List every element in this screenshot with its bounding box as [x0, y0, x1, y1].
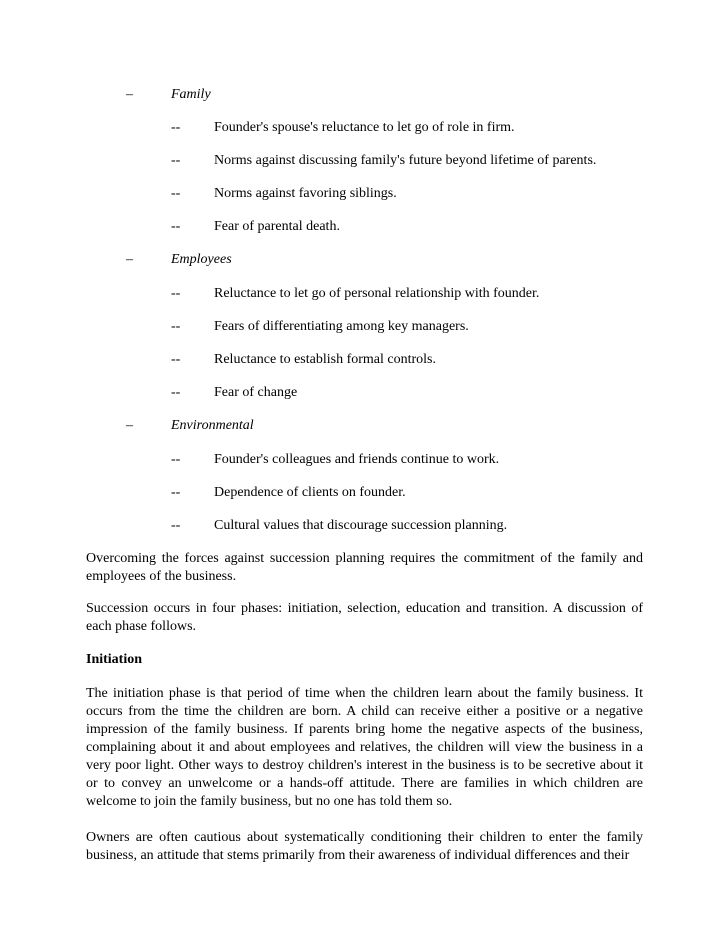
item-text: Norms against favoring siblings. [214, 186, 397, 201]
item-marker: -- [171, 352, 181, 367]
section-heading: Initiation [86, 652, 143, 667]
category-label: Employees [171, 252, 232, 267]
item-marker: -- [171, 485, 181, 500]
item-text: Fear of parental death. [214, 219, 340, 234]
item-text: Founder's colleagues and friends continue to work. [214, 452, 500, 467]
item-marker: -- [171, 219, 181, 234]
item-marker: -- [171, 286, 181, 301]
item-marker: -- [171, 120, 181, 135]
item-text: Founder's spouse's reluctance to let go of role in firm. [214, 120, 515, 135]
category-dash: – [126, 87, 133, 102]
item-marker: -- [171, 518, 181, 533]
category-label: Family [171, 87, 211, 102]
item-marker: -- [171, 186, 181, 201]
category-label: Environmental [171, 418, 254, 433]
item-text: Fears of differentiating among key managers. [214, 319, 469, 334]
body-paragraph: Owners are often cautious about systematically conditioning their children to enter the family business, an attitude that stems primarily from their awareness of individual differences and their [86, 830, 643, 863]
category-dash: – [126, 418, 133, 433]
category-dash: – [126, 252, 133, 267]
item-marker: -- [171, 385, 181, 400]
item-text: Dependence of clients on founder. [214, 485, 406, 500]
item-text: Reluctance to let go of personal relationship with founder. [214, 286, 540, 301]
item-marker: -- [171, 452, 181, 467]
item-text: Norms against discussing family's future beyond lifetime of parents. [214, 153, 597, 168]
item-text: Fear of change [214, 385, 298, 400]
item-text: Reluctance to establish formal controls. [214, 352, 436, 367]
body-paragraph: Overcoming the forces against succession planning requires the commitment of the family and employees of the business. [86, 551, 643, 584]
body-paragraph: The initiation phase is that period of time when the children learn about the family business. It occurs from the time the children are born. A child can receive either a positive or a negative impression of the family business. If parents bring home the negative aspects of the business, complaining about it and about employees and relatives, the children will view the business in a very poor light. Other ways to destroy children's interest in the business is to be secretive about it or to convey an unwelcome or a hands-off attitude. There are families in which children are welcome to join the family business, but no one has told them so. [86, 686, 643, 809]
item-marker: -- [171, 319, 181, 334]
item-text: Cultural values that discourage succession planning. [214, 518, 508, 533]
body-paragraph: Succession occurs in four phases: initiation, selection, education and transition. A discussion of each phase follows. [86, 601, 643, 634]
item-marker: -- [171, 153, 181, 168]
